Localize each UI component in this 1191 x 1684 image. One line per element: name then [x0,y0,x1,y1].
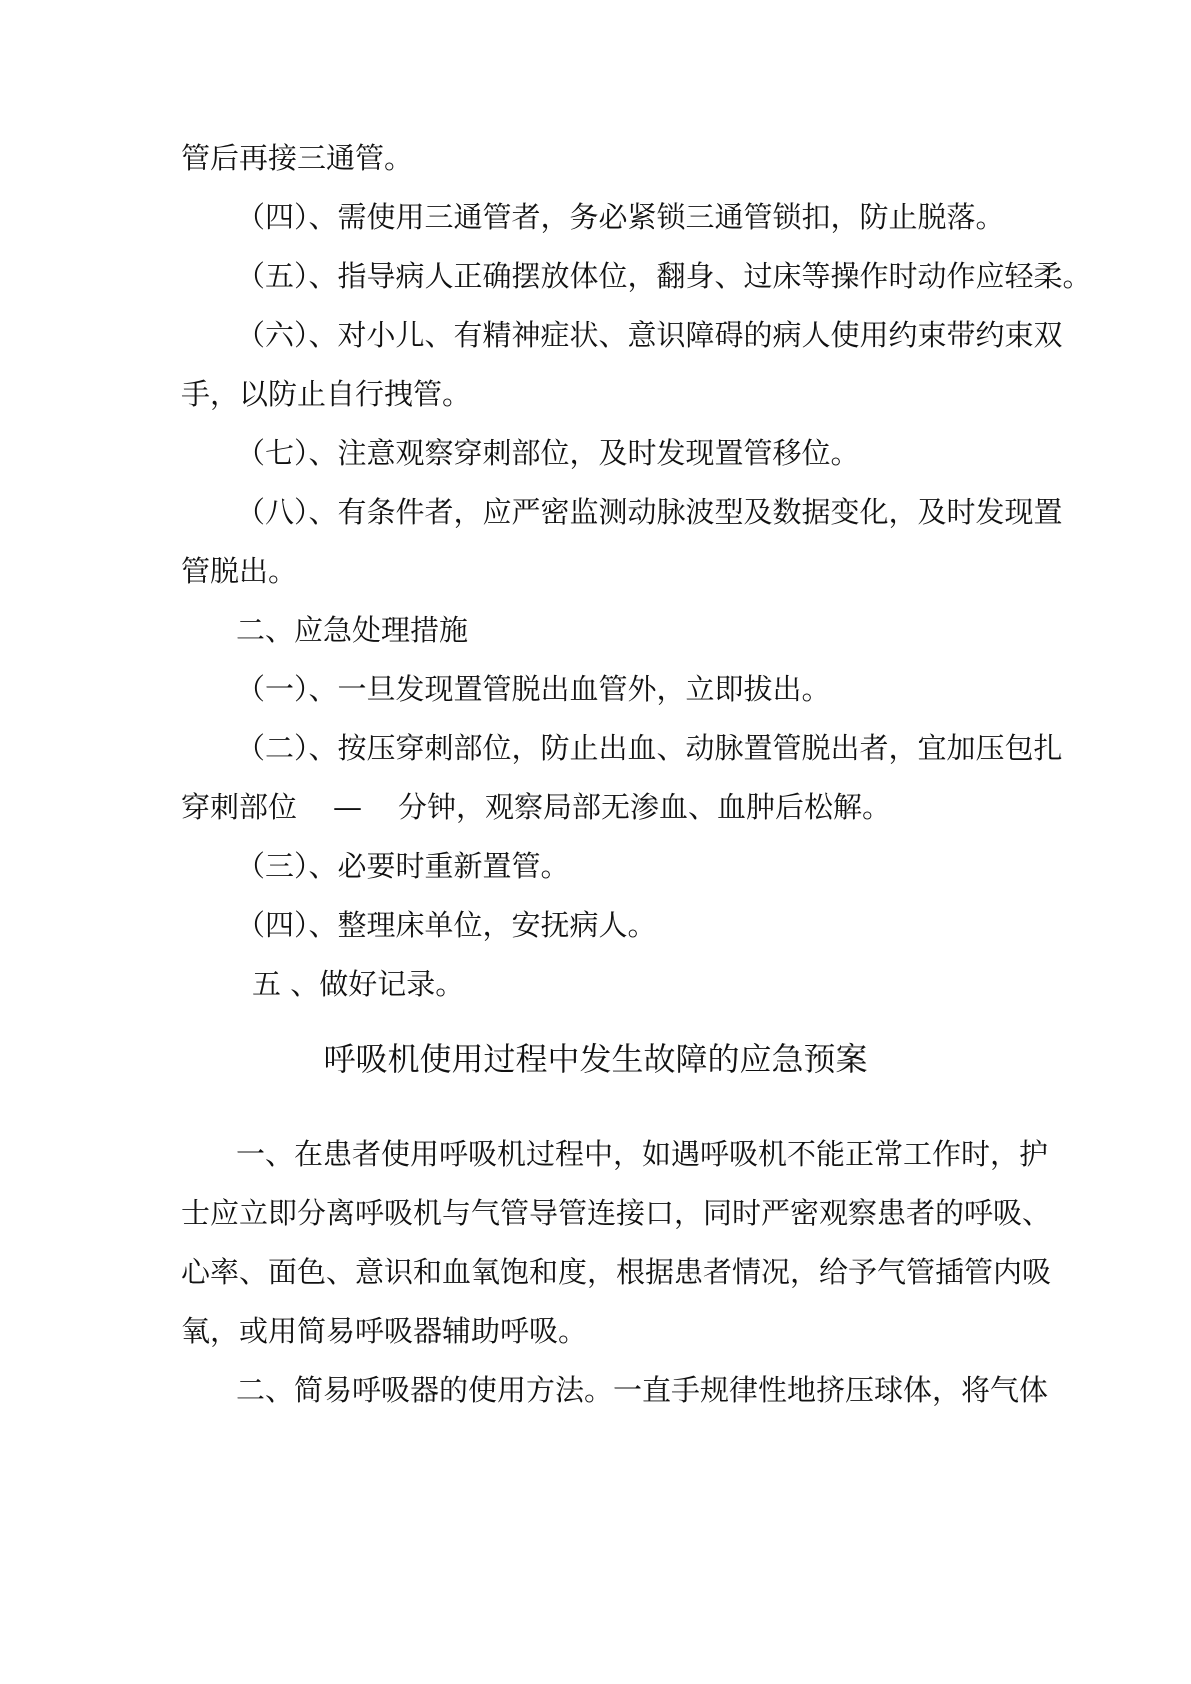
paragraph-line: （八）、有条件者，应严密监测动脉波型及数据变化，及时发现置 [236,495,1063,529]
paragraph-line: 二、简易呼吸器的使用方法。一直手规律性地挤压球体，将气体 [236,1373,1049,1407]
text-fragment: 穿刺部位 [181,790,298,824]
paragraph-line: （五）、指导病人正确摆放体位，翻身、过床等操作时动作应轻柔。 [236,259,1092,293]
paragraph-line: （二）、按压穿刺部位，防止出血、动脉置管脱出者，宜加压包扎 [236,731,1063,765]
paragraph-line [181,787,891,827]
paragraph-line: 管后再接三通管。 [181,141,414,175]
section-heading: 二、应急处理措施 [236,613,469,647]
paragraph-line: 氧，或用简易呼吸器辅助呼吸。 [181,1314,588,1348]
paragraph-line: （三）、必要时重新置管。 [236,849,570,883]
paragraph-line: 心率、面色、意识和血氧饱和度，根据患者情况，给予气管插管内吸 [181,1255,1052,1289]
paragraph-line: （六）、对小儿、有精神症状、意识障碍的病人使用约束带约束双 [236,318,1063,352]
paragraph-line: 手，以防止自行拽管。 [181,377,472,411]
paragraph-line: 士应立即分离呼吸机与气管导管连接口，同时严密观察患者的呼吸、 [181,1196,1052,1230]
paragraph-line: （四）、需使用三通管者，务必紧锁三通管锁扣，防止脱落。 [236,200,1005,234]
blank-dash: — [333,790,363,824]
text-fragment: 分钟，观察局部无渗血、血肿后松解。 [398,790,892,824]
paragraph-line: 一、在患者使用呼吸机过程中，如遇呼吸机不能正常工作时，护 [236,1137,1049,1171]
paragraph-line: （一）、一旦发现置管脱出血管外，立即拔出。 [236,672,831,706]
paragraph-line: （七）、注意观察穿刺部位，及时发现置管移位。 [236,436,860,470]
paragraph-line: （四）、整理床单位，安抚病人。 [236,908,657,942]
section-title: 呼吸机使用过程中发生故障的应急预案 [323,1040,868,1078]
paragraph-line: 管脱出。 [181,554,298,588]
paragraph-line: 五 、做好记录。 [252,967,465,1001]
